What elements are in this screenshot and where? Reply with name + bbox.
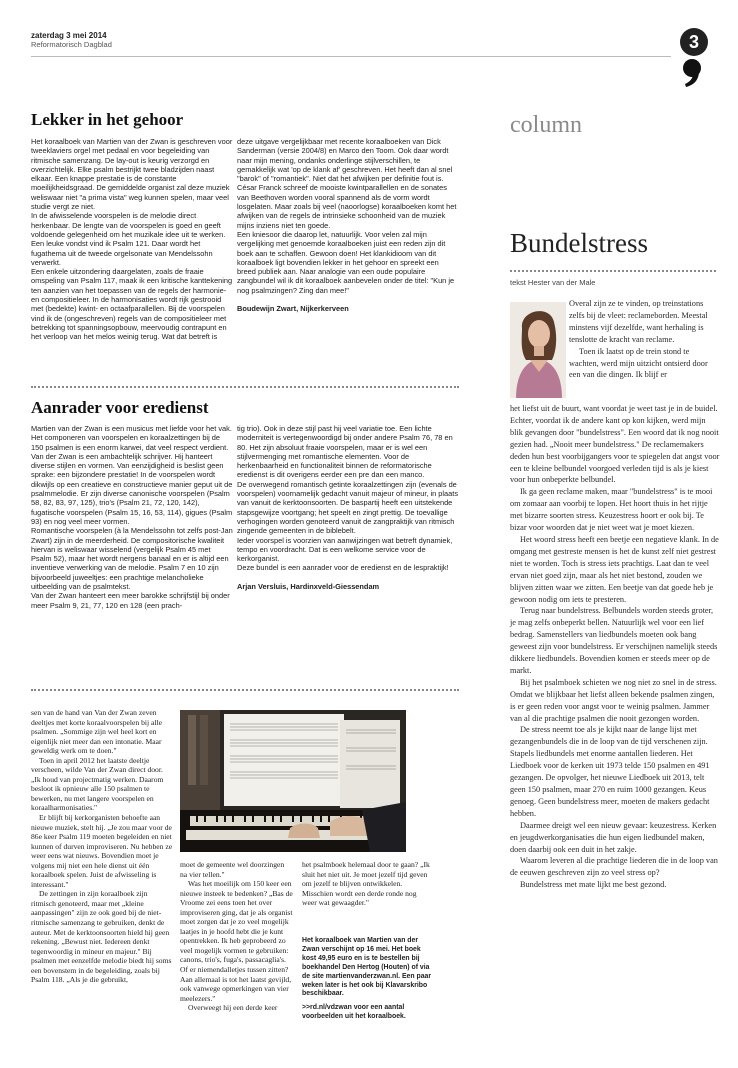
paragraph: tig trio). Ook in deze stijl past hij veel variatie toe. Een lichte moderniteit is vertegenwoordigd bij onder andere Psalm 76, 78 en 80. Het zijn absoluut fraaie voorspelen, maar er is wel een stijlvermenging met romantische elementen. Voor de herkenbaarheid en functionaliteit binnen de reformatorische eredienst is dit overigens eerder een pre dan een manco.	[237, 424, 453, 480]
review-signature: Arjan Versluis, Hardinxveld-Giessendam	[237, 581, 380, 591]
paragraph: Overal zijn ze te vinden, op treinstations zelfs bij de vleet: reclameborden. Meestal minstens vijf dezelfde, want herhaling is tenslotte de kracht van reclame.	[569, 299, 708, 344]
header-rule	[31, 56, 671, 57]
paragraph: Bij het psalmboek schieten we nog niet zo snel in de stress. Omdat we blijkbaar het liefst alleen bekende psalmen zingen, is er geen reden voor angst voor te weinig psalmen. Jammer van al die prachtige psalmen die nooit gezongen worden.	[510, 677, 717, 723]
section-divider	[31, 386, 459, 388]
paragraph: Romantische voorspelen (à la Mendelssohn tot zelfs post-Jan Zwart) zijn in de meerderheid. De compositorische kwaliteit hiervan is weliswaar wisselend (vergelijk Psalm 45 met Psalm 52), maar het wordt nergens banaal en er is altijd een inventieve verwerking van de melodie. Psalm 7 en 10 zijn bijvoorbeeld juweeltjes: een prachtige melancholieke uitbeelding van de psalmtekst.	[31, 526, 233, 592]
column-kicker: column	[510, 112, 582, 138]
paragraph: Een enkele uitzondering daargelaten, zoals de fraaie omspeling van Psalm 117, maak ik een kritische kanttekening ten aanzien van het toepassen van de regels der harmonie- en compositieleer. In de harmonisaties wordt rijk gestrooid met (bedekte) kwint- en octaafparallellen. Bij de voorspelen vind ik de (ongeschreven) regels van de compositieleer met betrekking tot spanningsopbouw, meervoudig contrapunt en het verloop van het melos weinig terug. Wat dat betreft is	[31, 267, 233, 342]
review-column	[31, 424, 233, 610]
paragraph: Het woord stress heeft een beetje een negatieve klank. In de omgang met gestreste mensen is het de kunst zelf niet gestrest niet te worden. Toch is stress iets prachtigs. Laat dan te veel ervan niet goed zijn, maar als het niet bestond, zouden we blijven zitten waar we zitten. Een beetje van dat goede heb je gewoon nodig om iets te presteren.	[510, 534, 719, 604]
book-info-text: Het koraalboek van Martien van der Zwan verschijnt op 16 mei. Het boek kost 49,95 euro en is te bestellen bij boekhandel Den Hertog (Houten) of via de site martienvanderzwan.nl. Een paar weken later is het ook bij Klavarskribo beschikbaar.	[302, 937, 432, 998]
paragraph: Terug naar bundelstress. Belbundels worden steeds groter, je mag zelfs onbeperkt bellen. Natuurlijk wel voor een lief bedrag. Samenstellers van liedbundels moeten ook bang geweest zijn voor bundelstress. Er verschijnen namelijk steeds dikkere liedbundels. Bovendien komen er steeds meer op de markt.	[510, 606, 718, 675]
column-divider	[510, 270, 716, 272]
column-byline: tekst Hester van der Male	[510, 278, 596, 287]
paragraph: Waarom leveren al die prachtige liederen die in de loop van de eeuwen geschreven zijn zo veel stress op?	[510, 856, 718, 878]
review-signature: Boudewijn Zwart, Nijkerkerveen	[237, 304, 349, 314]
review-column	[237, 424, 459, 591]
paragraph: Bundelstress met mate lijkt me best gezond.	[520, 880, 667, 890]
paragraph: het liefst uit de buurt, want voordat je weet tast je in de buidel. Echter, voordat ik de andere kant op kon kijken, werd mijn blik gevangen door "bundelstress". Een woord dat ik nog nooit gezien had. „Nooit meer bundelstress." De reclamemakers deden hun best voorbijgangers voor te spiegelen dat angst voor een te kleine belbundel voorgoed verleden tijd is als je kiest voor hun onbeperkte belbundel.	[510, 404, 720, 485]
paragraph: Ik ga geen reclame maken, maar "bundelstress" is te mooi om zomaar aan voorbij te lopen. Het hoort thuis in het rijtje met bizarre soorten stress. Keuzestress hoort er ook bij. Te bizar voor woorden dat je niet weet wat je moet kiezen.	[510, 487, 713, 533]
paragraph: De stress neemt toe als je kijkt naar de lange lijst met gezangenbundels die in de loop van de tijd verschenen zijn. Stapels liedbundels met enorme aantallen liederen. Het Liedboek voor de kerken uit 1973 telde 150 psalmen en 491 gezangen. De opvolger, het nieuwe Liedboek uit 2013, telt geen 150 psalmen, maar 270 en ruim 1000 gezangen. Keus genoeg. Geen bundelstress meer, moeten de makers gedacht hebben.	[510, 725, 710, 818]
paragraph: Deze bundel is een aanrader voor de eredienst en de lespraktijk!	[237, 563, 449, 573]
paragraph: Er blijft bij kerkorganisten behoefte aan nieuwe muziek, stelt hij. „Je zou maar voor de 86e keer Psalm 119 moeten begeleiden en niet kunnen of durven improviseren. Nu hebben ze weer eens wat nieuws. Bovendien moet je volgens mij niet een hele dienst uit één koraalboek spelen. Juist de afwisseling is interessant."	[31, 813, 173, 889]
column-title: Bundelstress	[510, 228, 648, 258]
newspaper-name: Reformatorisch Dagblad	[31, 40, 112, 49]
review-column	[237, 137, 459, 313]
column-body	[510, 403, 720, 891]
page-number-badge: 3	[680, 28, 708, 56]
paragraph: deze uitgave vergelijkbaar met recente koraalboeken van Dick Sanderman (versie 2004/8) en Marco den Toom. Ook daar wordt naar mijn mening, ondanks onderlinge stijlverschillen, te gemakkelijk wat 'op de klank af' geschreven. Het heeft dan al snel "barok" of "romantiek". Niet dat het afwijken per definitie fout is. César Franck schreef de mooiste kwintparallellen en de sonates van Beethoven worden vooral spannend als de vorm wordt losgelaten. Maar zoals bij veel (naoorlogse) koraalboeken komt het afwijken van de regels de intrinsieke schoonheid van de muziek mijns inziens niet ten goede.	[237, 137, 457, 230]
paragraph: Ieder voorspel is voorzien van aanwijzingen wat betreft dynamiek, tempo en voordracht. Dat is een welkome service voor de kerkorganist.	[237, 535, 453, 564]
story-column	[31, 708, 174, 985]
paragraph: Van der Zwan hanteert een meer barokke schrijfstijl bij onder meer Psalm 9, 21, 77, 120 en 128 (een prach-	[31, 591, 230, 610]
column-body-wrap	[569, 298, 719, 381]
book-info-link: >>rd.nl/vdzwan voor een aantal voorbeelden uit het koraalboek.	[302, 1004, 406, 1021]
paragraph: Toen ik laatst op de trein stond te wachten, werd mijn uitzicht ontsierd door een van die dingen. Ik blijf er	[569, 346, 708, 380]
story-column	[180, 860, 293, 1013]
paragraph: Een kniesoor die daarop let, natuurlijk. Voor velen zal mijn vergelijking met genoemde koraalboeken juist een reden zijn dit boek aan te schaffen. Gewoon doen! Het klankidioom van dit koraalboek ligt bovendien lekker in het gehoor en spreekt een breed publiek aan. Naar analogie van een oude populaire zangbundel wil ik dit koraalboek aanbevelen onder de titel: "Kun je nog psalmzingen? Zing dan mee!"	[237, 229, 455, 295]
author-portrait-illustration	[510, 302, 566, 398]
story-column	[302, 860, 432, 908]
paragraph: Toen in april 2012 het laatste deeltje verscheen, wilde Van der Zwan direct door. „Ik houd van projectmatig werken. Daarom besloot ik opnieuw alle 150 psalmen te bewerken, nu met langere voorspelen en koraalharmonisaties."	[31, 755, 164, 813]
paragraph: De overwegend romantisch getinte koraalzettingen zijn (evenals de voorspelen) voornamelijk gedacht vanuit majeur of mineur, in plaats van vanuit de kerktoonsoorten. De baspartij heeft een uitstekende stapsgewijze voortgang; het speelt en zingt prettig. De toevallige verhogingen worden genoteerd vanuit de zangpraktijk van ritmisch zingende gemeenten in de biblebelt.	[237, 479, 459, 536]
paragraph: Was het moeilijk om 150 keer een nieuwe insteek te bedenken? „Bas de Vroome zei eens toen het over improviseren ging, dat je als organist moet zorgen dat je zo veel mogelijk laatjes in je hoofd hebt die je kunt opentrekken. Ik heb geprobeerd zo veel mogelijk vormen te gebruiken: canons, trio's, fuga's, passacaglia's. Of er niemendalletjes tussen zitten? Aan allemaal is tot het laatst gevijld, ook vanwege opmerkingen van vier meelezers."	[180, 879, 293, 1003]
paragraph: In de afwisselende voorspelen is de melodie direct herkenbaar. De lengte van de voorspelen is goed en geeft voldoende gelegenheid om het muzikale idee uit te werken. Een leuke vondst vind ik Psalm 121. Daar wordt het fugathema uit de tweede orgelsonate van Mendelssohn verwerkt.	[31, 211, 226, 267]
paragraph: Het koraalboek van Martien van der Zwan is geschreven voor tweeklaviers orgel met pedaal en voor begeleiding van ritmische samenzang. De lay-out is keurig verzorgd en overzichtelijk. Elke psalm bestrijkt twee bladzijden naast elkaar. Een knappe prestatie is de constante moeilijkheidsgraad. De gemiddelde organist zal deze muziek weliswaar niet "a prima vista" weg kunnen spelen, maar veel studie vergt ze niet.	[31, 137, 233, 212]
paragraph: Overweegt hij een derde keer	[188, 1003, 278, 1013]
section-divider	[31, 689, 459, 691]
book-info-box	[302, 937, 436, 1022]
review-title: Aanrader voor eredienst	[31, 398, 209, 417]
review-column	[31, 137, 233, 342]
paragraph: Daarmee dreigt wel een nieuw gevaar: keuzestress. Kerken en jeugdwerkorganisaties die hun eigen liedbundel maken, doen daarbij ook een duit in het zakje.	[510, 820, 717, 854]
organ-keyboard-photo	[180, 710, 406, 852]
organ-photo-illustration	[180, 710, 406, 852]
comma-logo-icon	[680, 58, 704, 88]
review-title: Lekker in het gehoor	[31, 110, 184, 129]
paragraph: moet de gemeente wel doorzingen na vier tellen."	[180, 860, 285, 879]
issue-date: zaterdag 3 mei 2014	[31, 31, 107, 40]
paragraph: De zettingen in zijn koraalboek zijn ritmisch genoteerd, maar met „kleine aanpassingen" zijn ze ook goed bij de niet-ritmische samenzang te gebruiken, denkt de auteur. Met de kerktoonsoorten hield hij geen rekening. „Bewust niet. Iedereen denkt tegenwoordig in mineur en majeur." Bij psalmen met eenzelfde melodie biedt hij soms een bovenstem in de begeleiding, zoals bij Psalm 118. „Als je die gebruikt,	[31, 889, 172, 985]
paragraph: het psalmboek helemaal door te gaan? „Ik sluit het niet uit. Je moet jezelf tijd geven om jezelf te blijven ontwikkelen. Misschien wordt een derde ronde nog weer wat gewaagder."	[302, 860, 430, 908]
paragraph: sen van de hand van Van der Zwan zeven deeltjes met korte koraalvoorspelen bij alle psalmen. „Sommige zijn wel heel kort en eigenlijk niet meer dan een intonatie. Maar geweldig werk om te doen."	[31, 708, 162, 756]
paragraph: Martien van der Zwan is een musicus met liefde voor het vak. Het componeren van voorspelen en koraalzettingen bij de 150 psalmen is een enorm karwei, dat veel respect verdient. Van der Zwan is een ambachtelijk schrijver. Hij hanteert diverse stijlen en vormen. Van eenzijdigheid is beslist geen sprake: een bijzondere prestatie! In de voorspelen wordt dikwijls op een creatieve en constructieve manier geput uit de psalmmelodie. Er zijn diverse canonische voorspelen (Psalm 58, 82, 83, 97, 125), trio's (Psalm 21, 72, 120, 142), fugatische voorspelen (Psalm 15, 16, 53, 114), gigues (Psalm 93) en nog veel meer vormen.	[31, 424, 233, 526]
author-portrait	[510, 302, 566, 398]
